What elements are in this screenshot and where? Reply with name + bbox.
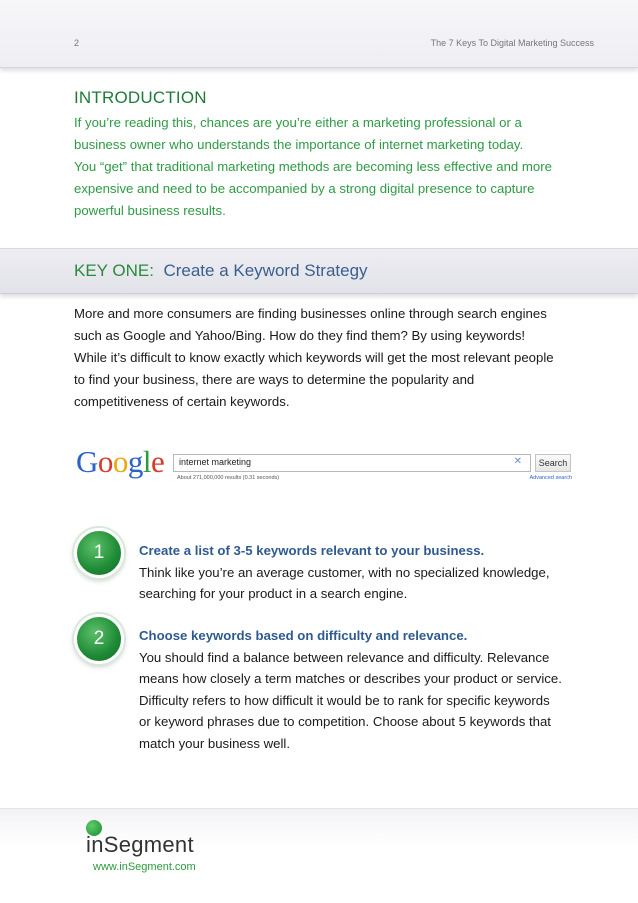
step-one bbox=[139, 540, 589, 605]
page-number: 2 bbox=[74, 38, 80, 48]
body-line: such as Google and Yahoo/Bing. How do they find them? By using keywords! bbox=[74, 328, 526, 343]
google-search-input bbox=[173, 454, 531, 472]
intro-line: You “get” that traditional marketing methods are becoming less effective and more bbox=[74, 159, 552, 174]
intro-line: business owner who understands the importance of internet marketing today. bbox=[74, 137, 524, 152]
intro-line: expensive and need to be accompanied by a strong digital presence to capture bbox=[74, 181, 535, 196]
intro-line: powerful business results. bbox=[74, 203, 226, 218]
body-line: competitiveness of certain keywords. bbox=[74, 394, 290, 409]
key-one-label: KEY ONE: bbox=[74, 261, 154, 280]
document-title: The 7 Keys To Digital Marketing Success bbox=[430, 38, 594, 48]
insegment-logo: inSegment bbox=[86, 832, 194, 857]
step-two bbox=[139, 625, 589, 754]
step-line: or keyword phrases due to competition. Choose about 5 keywords that bbox=[139, 714, 551, 729]
body-line: More and more consumers are finding businesses online through search engines bbox=[74, 306, 547, 321]
body-line: While it’s difficult to know exactly which keywords will get the most relevant people bbox=[74, 350, 554, 365]
step-line: match your business well. bbox=[139, 735, 290, 751]
results-count: About 271,000,000 results (0.31 seconds) bbox=[177, 475, 280, 481]
search-query: internet marketing bbox=[179, 457, 252, 467]
introduction-section bbox=[74, 88, 594, 222]
clear-icon: ✕ bbox=[513, 456, 522, 467]
key-one-heading bbox=[74, 261, 368, 281]
step-line: Think like you’re an average customer, with no specialized knowledge, bbox=[139, 564, 550, 580]
google-search-illustration bbox=[76, 444, 576, 484]
step-two-badge: 2 bbox=[74, 614, 124, 664]
page-header bbox=[0, 0, 638, 68]
footer-url: www.inSegment.com bbox=[93, 861, 196, 873]
step-line: You should find a balance between relevance and difficulty. Relevance bbox=[139, 649, 550, 665]
intro-line: If you’re reading this, chances are you’re either a marketing professional or a bbox=[74, 115, 522, 130]
key-one-paragraph bbox=[74, 303, 604, 413]
introduction-heading: INTRODUCTION bbox=[74, 88, 207, 107]
step-line: Difficulty refers to how difficult it would be to rank for specific keywords bbox=[139, 692, 550, 708]
step-line: searching for your product in a search engine. bbox=[139, 586, 408, 601]
body-line: to find your business, there are ways to determine the popularity and bbox=[74, 372, 475, 387]
step-line: means how closely a term matches or describes your product or service. bbox=[139, 671, 562, 686]
step-one-title: Create a list of 3-5 keywords relevant to your business. bbox=[139, 543, 485, 558]
step-two-title: Choose keywords based on difficulty and relevance. bbox=[139, 628, 468, 643]
step-one-badge: 1 bbox=[74, 528, 124, 578]
key-one-banner bbox=[0, 248, 638, 294]
introduction-paragraph bbox=[74, 112, 594, 222]
google-search-button: Search bbox=[535, 454, 571, 472]
google-logo: Google bbox=[76, 444, 165, 479]
key-one-title: Create a Keyword Strategy bbox=[163, 261, 368, 280]
advanced-search-link: Advanced search bbox=[529, 475, 572, 481]
